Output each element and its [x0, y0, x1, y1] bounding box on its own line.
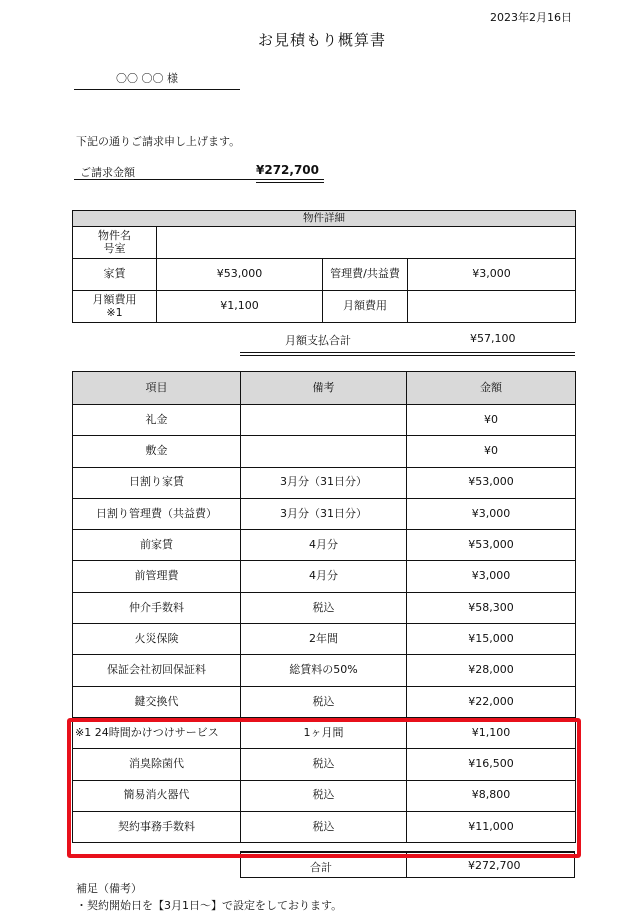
cost-note: 3月分（31日分） — [241, 498, 407, 529]
cost-amount: ¥11,000 — [407, 811, 576, 842]
cost-item: 前家賃 — [73, 530, 241, 561]
monthly-total-value: ¥57,100 — [470, 332, 516, 345]
grand-total-label: 合計 — [310, 861, 332, 874]
cost-amount: ¥16,500 — [407, 749, 576, 780]
cost-note: 3月分（31日分） — [241, 467, 407, 498]
monthly-fee2-label: 月額費用 — [323, 291, 408, 323]
monthly-total-label: 月額支払合計 — [285, 334, 351, 347]
property-name-value — [157, 227, 576, 259]
cost-row — [73, 467, 576, 498]
mgmt-fee-value: ¥3,000 — [408, 259, 576, 291]
billing-amount-line — [74, 164, 324, 180]
cost-amount: ¥1,100 — [407, 717, 576, 748]
cost-note: 税込 — [241, 780, 407, 811]
notes-line-1: ・契約開始日を【3月1日～】で設定をしております。 — [76, 899, 343, 911]
grand-total-value: ¥272,700 — [468, 859, 521, 872]
col-header-item: 項目 — [73, 372, 241, 405]
cost-amount: ¥53,000 — [407, 530, 576, 561]
property-name-label: 物件名 号室 — [73, 227, 157, 259]
cost-item: 契約事務手数料 — [73, 811, 241, 842]
document-date: 2023年2月16日 — [490, 11, 572, 24]
cost-row — [73, 780, 576, 811]
cost-row — [73, 749, 576, 780]
cost-note: 税込 — [241, 749, 407, 780]
cost-amount: ¥28,000 — [407, 655, 576, 686]
cost-amount: ¥8,800 — [407, 780, 576, 811]
col-header-note: 備考 — [241, 372, 407, 405]
property-section-title: 物件詳細 — [73, 211, 576, 227]
cost-row — [73, 686, 576, 717]
property-details-table — [72, 210, 576, 323]
cost-row — [73, 717, 576, 748]
rent-label: 家賃 — [73, 259, 157, 291]
cost-amount: ¥15,000 — [407, 624, 576, 655]
cost-item: ※1 24時間かけつけサービス — [73, 717, 241, 748]
monthly-fee-label: 月額費用 ※1 — [73, 291, 157, 323]
cost-row — [73, 405, 576, 436]
cost-item: 仲介手数料 — [73, 592, 241, 623]
cost-item: 日割り家賃 — [73, 467, 241, 498]
cost-item: 鍵交換代 — [73, 686, 241, 717]
cost-item: 前管理費 — [73, 561, 241, 592]
cost-amount: ¥0 — [407, 436, 576, 467]
cost-item: 消臭除菌代 — [73, 749, 241, 780]
notes — [76, 880, 342, 911]
billing-label: ご請求金額 — [80, 166, 135, 179]
cost-item: 日割り管理費（共益費） — [73, 498, 241, 529]
intro-text: 下記の通りご請求申し上げます。 — [76, 135, 241, 148]
notes-heading: 補足（備考） — [76, 882, 142, 895]
cost-row — [73, 592, 576, 623]
cost-note: 1ヶ月間 — [241, 717, 407, 748]
cost-row — [73, 655, 576, 686]
cost-row — [73, 624, 576, 655]
addressee: 〇〇 〇〇 様 — [74, 70, 240, 90]
cost-note: 税込 — [241, 592, 407, 623]
cost-row — [73, 436, 576, 467]
rent-value: ¥53,000 — [157, 259, 323, 291]
cost-row — [73, 530, 576, 561]
cost-breakdown-table — [72, 371, 576, 843]
cost-item: 簡易消火器代 — [73, 780, 241, 811]
cost-note: 税込 — [241, 811, 407, 842]
monthly-total — [240, 329, 575, 349]
billing-amount: ¥272,700 — [256, 163, 320, 177]
cost-note: 4月分 — [241, 530, 407, 561]
grand-total-row — [240, 851, 575, 878]
col-header-amount: 金額 — [407, 372, 576, 405]
cost-item: 火災保険 — [73, 624, 241, 655]
cost-amount: ¥22,000 — [407, 686, 576, 717]
cost-note: 2年間 — [241, 624, 407, 655]
cost-note: 4月分 — [241, 561, 407, 592]
document-title: お見積もり概算書 — [257, 31, 386, 49]
monthly-fee-value: ¥1,100 — [157, 291, 323, 323]
cost-amount: ¥53,000 — [407, 467, 576, 498]
monthly-total-underline-2 — [240, 355, 575, 356]
monthly-total-underline-1 — [240, 352, 575, 353]
cost-amount: ¥3,000 — [407, 498, 576, 529]
cost-item: 礼金 — [73, 405, 241, 436]
cost-row — [73, 498, 576, 529]
cost-note: 税込 — [241, 686, 407, 717]
mgmt-fee-label: 管理費/共益費 — [323, 259, 408, 291]
cost-row — [73, 811, 576, 842]
cost-amount: ¥0 — [407, 405, 576, 436]
cost-note: 総賃料の50% — [241, 655, 407, 686]
cost-item: 保証会社初回保証料 — [73, 655, 241, 686]
monthly-fee2-value — [408, 291, 576, 323]
cost-note — [241, 436, 407, 467]
cost-row — [73, 561, 576, 592]
billing-double-underline — [256, 182, 324, 183]
cost-amount: ¥58,300 — [407, 592, 576, 623]
cost-item: 敷金 — [73, 436, 241, 467]
cost-amount: ¥3,000 — [407, 561, 576, 592]
cost-note — [241, 405, 407, 436]
